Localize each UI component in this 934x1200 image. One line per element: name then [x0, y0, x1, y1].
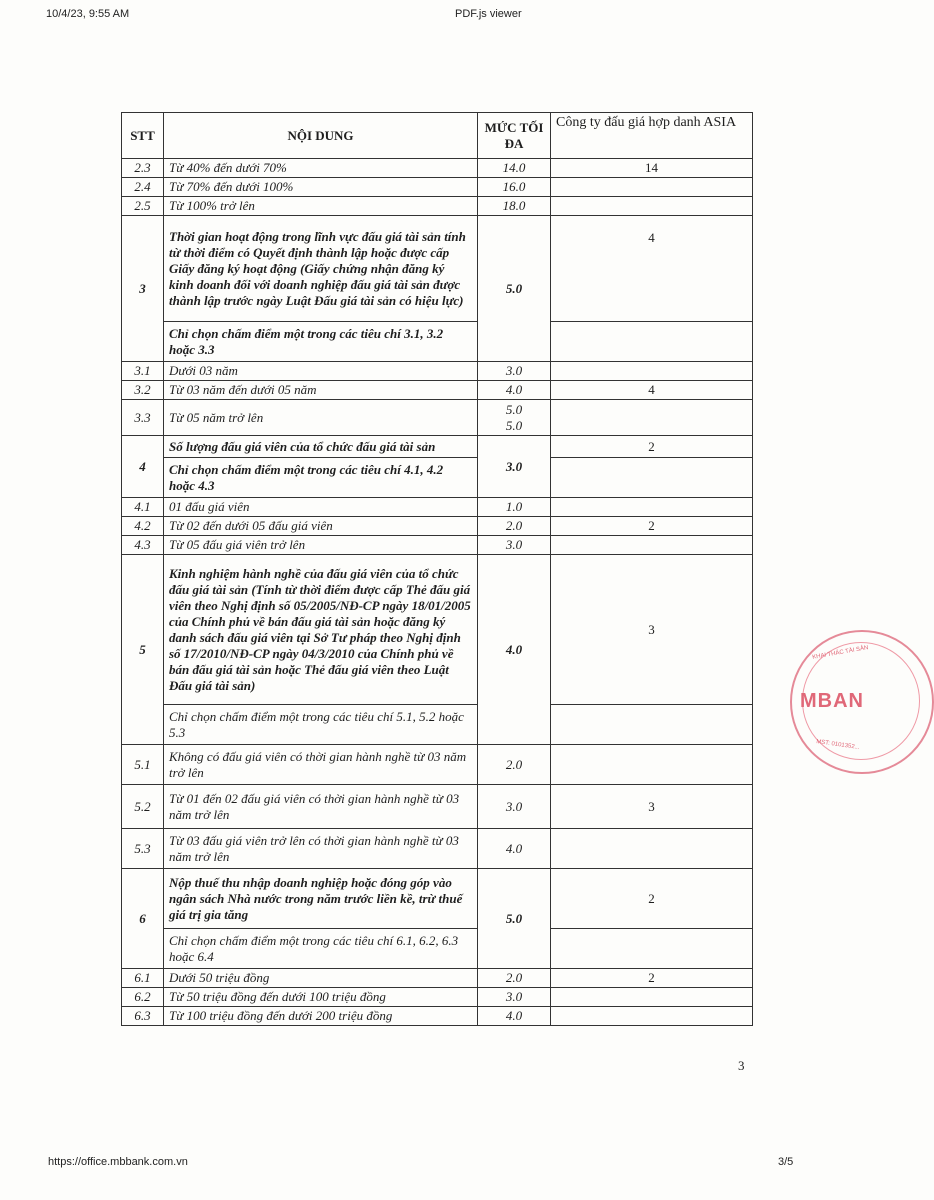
- table-row: [122, 216, 753, 322]
- row-score: 4: [551, 216, 753, 322]
- table-row: [122, 829, 753, 869]
- row-score: 2: [551, 969, 753, 988]
- row-content: Từ 100% trở lên: [164, 197, 478, 216]
- row-score-empty: [551, 458, 753, 498]
- table-header-row: [122, 113, 753, 159]
- row-content-note: Chỉ chọn chấm điểm một trong các tiêu chí 4.1, 4.2 hoặc 4.3: [164, 458, 478, 498]
- row-content-note: Chỉ chọn chấm điểm một trong các tiêu chí 3.1, 3.2 hoặc 3.3: [164, 322, 478, 362]
- row-stt: 6: [122, 869, 164, 969]
- row-content: Từ 100 triệu đồng đến dưới 200 triệu đồng: [164, 1007, 478, 1026]
- table-row: [122, 969, 753, 988]
- row-max-value-duplicate: 5.0: [505, 417, 523, 433]
- row-content-note: Chỉ chọn chấm điểm một trong các tiêu chí 6.1, 6.2, 6.3 hoặc 6.4: [164, 929, 478, 969]
- row-stt: 4.3: [122, 536, 164, 555]
- table-row: [122, 555, 753, 705]
- table-row: [122, 988, 753, 1007]
- row-content: Từ 01 đến 02 đấu giá viên có thời gian hành nghề từ 03 năm trở lên: [164, 785, 478, 829]
- row-score: [551, 362, 753, 381]
- print-title: PDF.js viewer: [455, 8, 522, 20]
- row-max: 4.0: [478, 829, 551, 869]
- row-stt: 6.1: [122, 969, 164, 988]
- row-max: 1.0: [478, 498, 551, 517]
- print-url: https://office.mbbank.com.vn: [48, 1156, 188, 1168]
- table-row: [122, 745, 753, 785]
- row-score: [551, 178, 753, 197]
- seal-top-text: KHAI THÁC TÀI SẢN: [811, 645, 869, 661]
- row-stt: 3.3: [122, 400, 164, 436]
- header-stt: STT: [122, 113, 164, 159]
- row-max: 16.0: [478, 178, 551, 197]
- row-content: Kinh nghiệm hành nghề của đấu giá viên của tổ chức đấu giá tài sản (Tính từ thời điểm được cấp Thẻ đấu giá viên theo Nghị định số 05/2005/NĐ-CP ngày 18/01/2005 của Chính phủ về bán đấu giá tài sản hoặc đăng ký danh sách đấu giá viên tại Sở Tư pháp theo Nghị định số 17/2010/NĐ-CP ngày 04/3/2010 của Chính phủ về bán đấu giá tài sản hoặc Thẻ đấu giá viên theo Luật Đấu giá tài sản): [164, 555, 478, 705]
- company-seal: [790, 630, 934, 774]
- row-score: [551, 498, 753, 517]
- row-stt: 4.1: [122, 498, 164, 517]
- table-row: [122, 362, 753, 381]
- row-max: 3.0: [478, 436, 551, 498]
- print-datetime: 10/4/23, 9:55 AM: [46, 8, 130, 20]
- row-score: [551, 988, 753, 1007]
- row-max: 3.0: [478, 785, 551, 829]
- row-max: 2.0: [478, 745, 551, 785]
- row-score: [551, 1007, 753, 1026]
- row-stt: 5: [122, 555, 164, 745]
- row-score: 3: [551, 785, 753, 829]
- table-row: [122, 705, 753, 745]
- row-max: 2.0: [478, 517, 551, 536]
- row-stt: 2.5: [122, 197, 164, 216]
- table-row: [122, 1007, 753, 1026]
- row-stt: 5.1: [122, 745, 164, 785]
- row-stt: 5.3: [122, 829, 164, 869]
- row-score: 2: [551, 869, 753, 929]
- row-max: 3.0: [478, 988, 551, 1007]
- row-content: Từ 05 đấu giá viên trở lên: [164, 536, 478, 555]
- table-row: [122, 197, 753, 216]
- table-row: [122, 498, 753, 517]
- row-max: 5.0: [478, 869, 551, 969]
- seal-bottom-text: MST: 0101352...: [815, 738, 860, 752]
- table-row: [122, 517, 753, 536]
- row-content: Từ 03 đấu giá viên trở lên có thời gian hành nghề từ 03 năm trở lên: [164, 829, 478, 869]
- row-max: 4.0: [478, 1007, 551, 1026]
- row-max: [478, 400, 551, 436]
- table-row: [122, 322, 753, 362]
- row-score: [551, 536, 753, 555]
- header-content: NỘI DUNG: [164, 113, 478, 159]
- row-stt: 2.4: [122, 178, 164, 197]
- table-row: [122, 458, 753, 498]
- table-row: [122, 536, 753, 555]
- table-row: [122, 869, 753, 929]
- print-page-count: 3/5: [778, 1156, 794, 1168]
- table-row: [122, 436, 753, 458]
- table-row: [122, 785, 753, 829]
- table-row: [122, 178, 753, 197]
- row-content: Từ 02 đến dưới 05 đấu giá viên: [164, 517, 478, 536]
- row-max: 4.0: [478, 381, 551, 400]
- row-content: Từ 40% đến dưới 70%: [164, 159, 478, 178]
- row-stt: 3.1: [122, 362, 164, 381]
- row-score: [551, 745, 753, 785]
- row-stt: 3: [122, 216, 164, 362]
- row-score: [551, 400, 753, 436]
- row-stt: 5.2: [122, 785, 164, 829]
- row-score-empty: [551, 929, 753, 969]
- row-content: Từ 03 năm đến dưới 05 năm: [164, 381, 478, 400]
- header-max: MỨC TỐI ĐA: [478, 113, 551, 159]
- row-stt: 6.3: [122, 1007, 164, 1026]
- row-content: Từ 70% đến dưới 100%: [164, 178, 478, 197]
- row-content: Dưới 03 năm: [164, 362, 478, 381]
- row-score: [551, 829, 753, 869]
- row-score-empty: [551, 322, 753, 362]
- row-score: [551, 197, 753, 216]
- row-content: Dưới 50 triệu đồng: [164, 969, 478, 988]
- page-number: 3: [738, 1058, 745, 1073]
- table-row: [122, 929, 753, 969]
- row-content: Thời gian hoạt động trong lĩnh vực đấu giá tài sản tính từ thời điểm có Quyết định thành lập hoặc được cấp Giấy đăng ký hoạt động (Giấy chứng nhận đăng ký kinh doanh đối với doanh nghiệp đấu giá tài sản được thành lập trước ngày Luật Đấu giá tài sản có hiệu lực): [164, 216, 478, 322]
- row-stt: 2.3: [122, 159, 164, 178]
- row-content: Không có đấu giá viên có thời gian hành nghề từ 03 năm trở lên: [164, 745, 478, 785]
- row-score: 14: [551, 159, 753, 178]
- row-content: 01 đấu giá viên: [164, 498, 478, 517]
- row-max: 3.0: [478, 536, 551, 555]
- row-stt: 3.2: [122, 381, 164, 400]
- row-max: 14.0: [478, 159, 551, 178]
- row-max: 18.0: [478, 197, 551, 216]
- row-score: 4: [551, 381, 753, 400]
- table-row: [122, 159, 753, 178]
- scoring-table: [121, 112, 753, 1026]
- row-score: 2: [551, 436, 753, 458]
- row-stt: 4: [122, 436, 164, 498]
- table-row: [122, 400, 753, 436]
- row-content: Nộp thuế thu nhập doanh nghiệp hoặc đóng góp vào ngân sách Nhà nước trong năm trước liền kề, trừ thuế giá trị gia tăng: [164, 869, 478, 929]
- seal-main-text: MBAN: [800, 690, 864, 712]
- row-max: 3.0: [478, 362, 551, 381]
- row-stt: 4.2: [122, 517, 164, 536]
- row-score: 3: [551, 555, 753, 705]
- row-content: Từ 50 triệu đồng đến dưới 100 triệu đồng: [164, 988, 478, 1007]
- row-max-value: 5.0: [505, 401, 523, 417]
- header-company: Công ty đấu giá hợp danh ASIA: [551, 113, 753, 159]
- row-score-empty: [551, 705, 753, 745]
- row-content: Số lượng đấu giá viên của tổ chức đấu giá tài sản: [164, 436, 478, 458]
- row-max: 2.0: [478, 969, 551, 988]
- row-content: Từ 05 năm trở lên: [164, 400, 478, 436]
- row-stt: 6.2: [122, 988, 164, 1007]
- row-score: 2: [551, 517, 753, 536]
- table-row: [122, 381, 753, 400]
- row-max: 4.0: [478, 555, 551, 745]
- row-max: 5.0: [478, 216, 551, 362]
- row-content-note: Chỉ chọn chấm điểm một trong các tiêu chí 5.1, 5.2 hoặc 5.3: [164, 705, 478, 745]
